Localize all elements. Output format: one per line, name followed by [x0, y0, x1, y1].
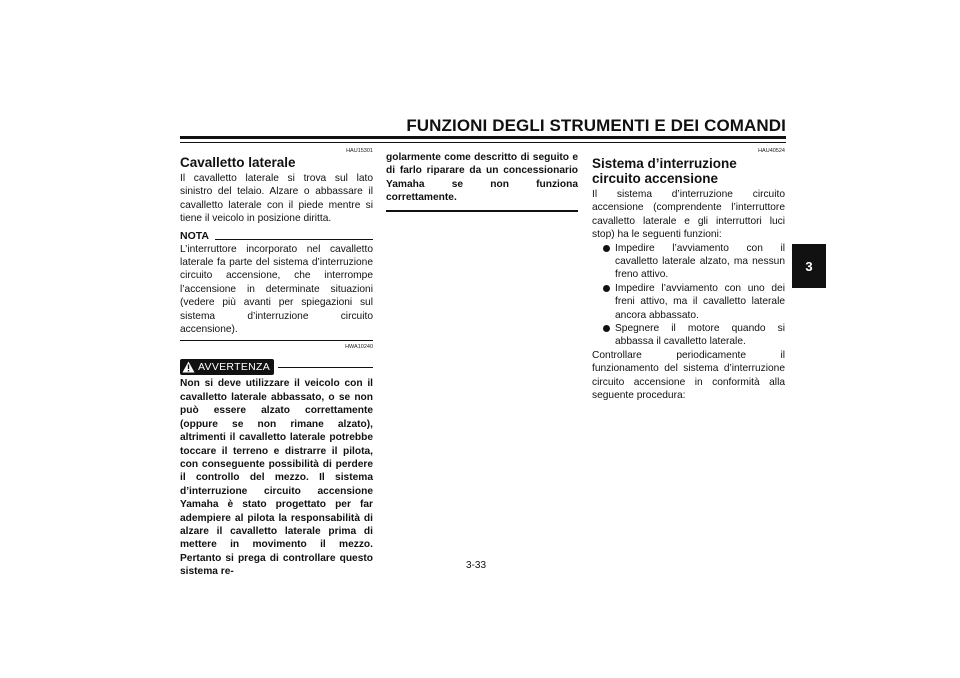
warning-rule: [278, 367, 373, 368]
bullet-icon: [603, 325, 610, 332]
note-paragraph: L’interruttore incorporato nel cavalletto laterale fa parte del sistema d’interruzione circuito accensione, che interrompe l’accensione in determinate situazioni (vedere più avanti per spiegazioni sul sistema d’interruzione circuito accensione).: [180, 243, 373, 336]
function-list: [592, 242, 785, 349]
column-3: [592, 148, 785, 403]
note-header: [180, 230, 373, 242]
warning-code: HWA10240: [345, 344, 373, 351]
note-label: NOTA: [180, 229, 209, 242]
section-heading: Sistema d’interruzione circuito accensione: [592, 156, 737, 186]
list-item: [602, 322, 785, 349]
warning-header: [180, 359, 373, 375]
column-2: [386, 151, 578, 212]
section-code: HAU40524: [758, 148, 785, 154]
list-item-text: Spegnere il motore quando si abbassa il cavalletto laterale.: [615, 323, 785, 348]
list-item: [602, 282, 785, 322]
bullet-icon: [603, 285, 610, 292]
warning-paragraph: Non si deve utilizzare il veicolo con il cavalletto laterale abbassato, o se non può essere alzato correttamente (oppure se non rimane alzato), altrimenti il cavalletto laterale potrebbe toccare il terreno e distrarre il pilota, con conseguente possibilità di perdere il controllo del mezzo. Il sistema d’interruzione circuito accensione Yamaha è stato progettato per far adempiere al pilota la responsabilità di alzare il cavalletto laterale prima di mettere in movimento il mezzo. Pertanto si prega di controllare questo sistema re-: [180, 378, 373, 578]
note-rule: [215, 239, 373, 240]
warning-badge: [180, 359, 274, 375]
bullet-icon: [603, 245, 610, 252]
intro-paragraph: Il cavalletto laterale si trova sul lato sinistro del telaio. Alzare o abbassare il cavalletto laterale con il piede mentre si tiene il veicolo in posizione diritta.: [180, 173, 373, 225]
header-rule-thin: [180, 142, 786, 143]
intro-paragraph: Il sistema d’interruzione circuito accensione (comprendente l’interruttore cavalletto laterale e gli interruttori luci stop) ha le seguenti funzioni:: [592, 189, 785, 241]
warning-end-rule: [386, 210, 578, 212]
list-item: [602, 242, 785, 282]
page-header-title: FUNZIONI DEGLI STRUMENTI E DEI COMANDI: [406, 116, 786, 135]
page-number: 3-33: [466, 560, 487, 571]
section-heading: Cavalletto laterale: [180, 155, 296, 170]
section-code: HAU15301: [346, 148, 373, 154]
closing-paragraph: Controllare periodicamente il funzionamento del sistema d’interruzione circuito accensione in conformità alla seguente procedura:: [592, 349, 785, 402]
header-rule-thick: [180, 136, 786, 139]
column-1: [180, 148, 373, 579]
list-item-text: Impedire l’avviamento con il cavalletto laterale alzato, ma nessun freno attivo.: [615, 242, 785, 281]
list-item-text: Impedire l’avviamento con uno dei freni attivo, ma il cavalletto laterale ancora abbassato.: [615, 282, 785, 321]
warning-triangle-icon: [182, 361, 195, 373]
warning-label: AVVERTENZA: [198, 360, 271, 373]
note-end-rule: [180, 340, 373, 341]
warning-paragraph-continued: golarmente come descritto di seguito e di farlo riparare da un concessionario Yamaha se non funziona correttamente.: [386, 152, 578, 204]
section-tab: 3: [792, 244, 826, 288]
